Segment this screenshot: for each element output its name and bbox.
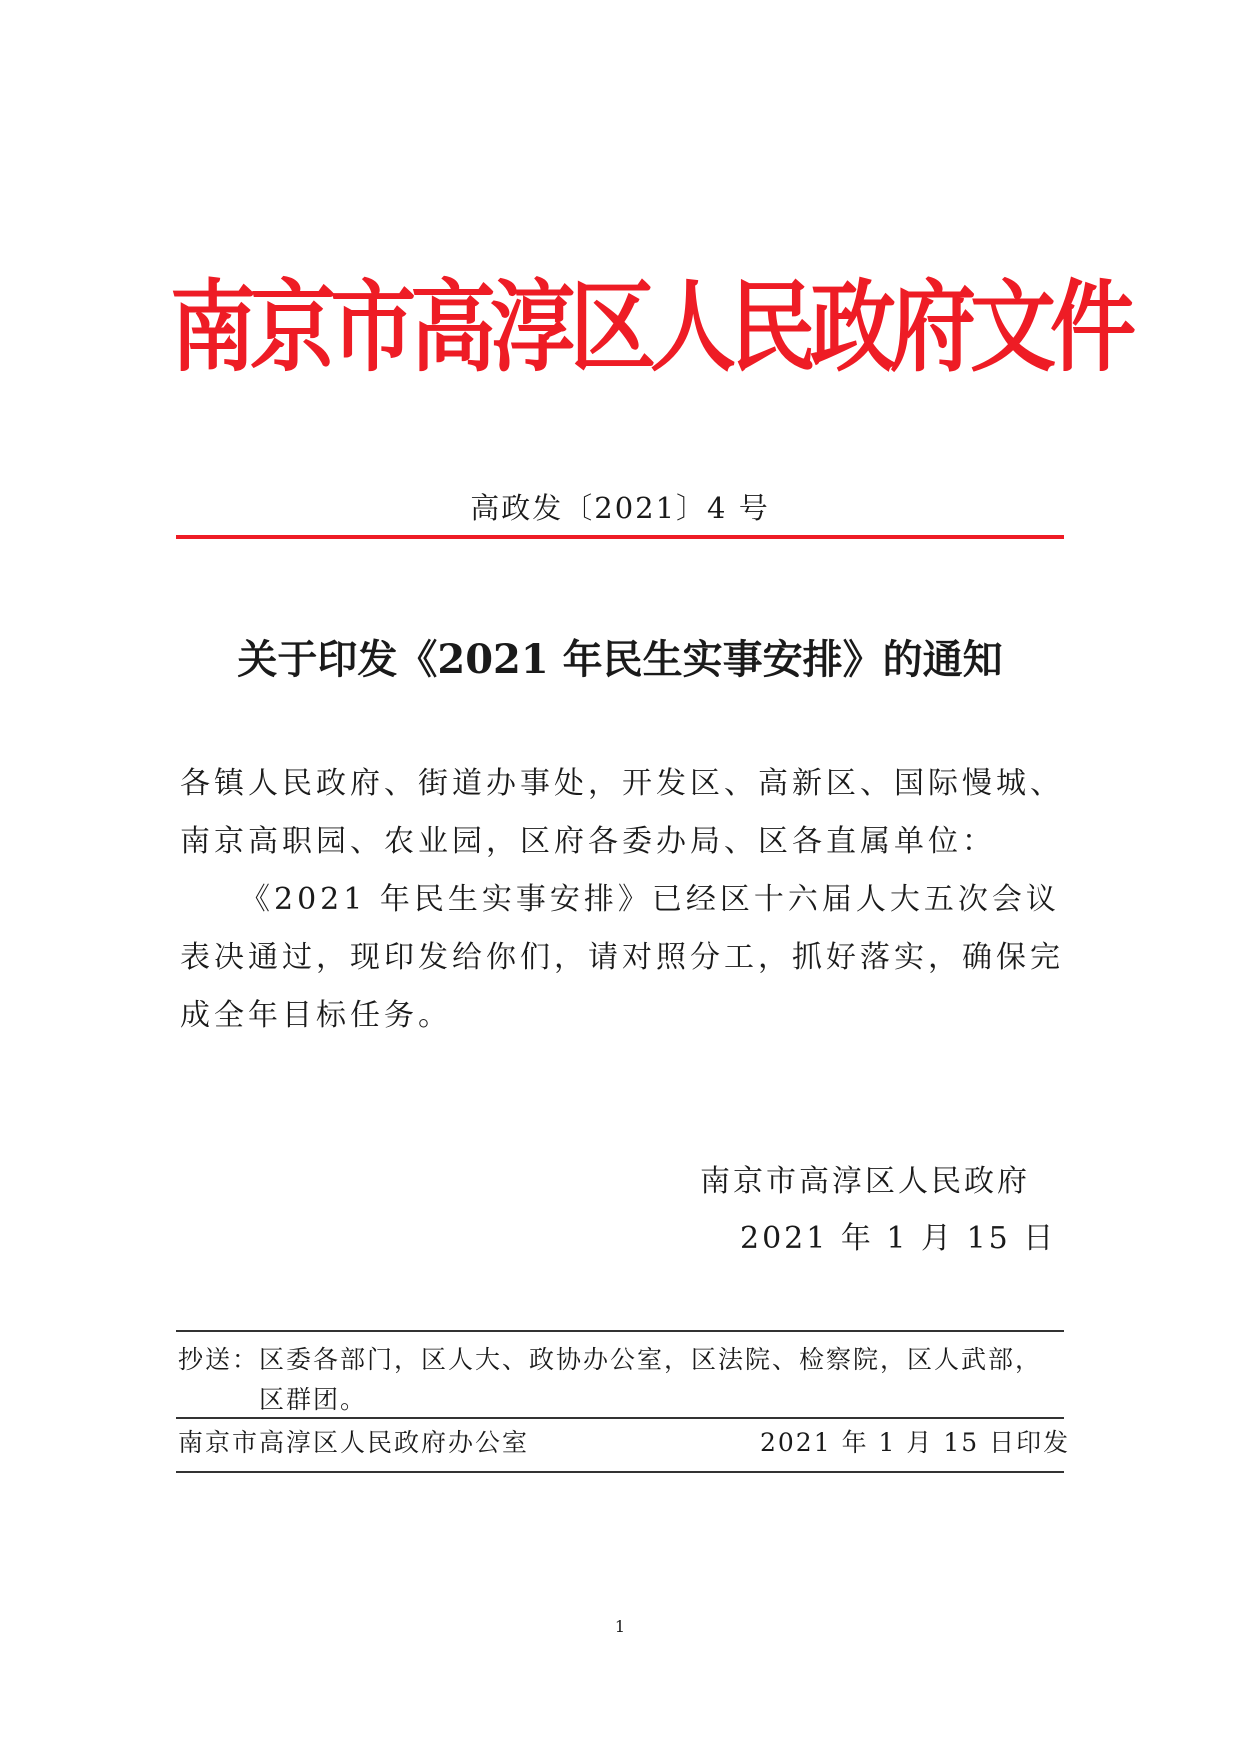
document-number: 高政发〔2021〕4 号	[470, 491, 770, 525]
footer-divider-bottom	[176, 1471, 1064, 1473]
cc-label: 抄送：	[178, 1345, 260, 1374]
cc-block	[178, 1340, 1068, 1420]
signature-date: 2021 年 1 月 15 日	[740, 1221, 1057, 1256]
addressees: 各镇人民政府、街道办事处，开发区、高新区、国际慢城、南京高职园、农业园，区府各委办局、区各直属单位：	[180, 766, 1064, 859]
notice-title: 关于印发《2021 年民生实事安排》的通知	[237, 636, 1003, 683]
page-number: 1	[614, 1617, 626, 1636]
notice-body	[180, 755, 1070, 1045]
masthead-title: 南京市高淳区人民政府文件	[170, 270, 1130, 386]
footer-divider-top	[176, 1330, 1064, 1332]
issuing-office: 南京市高淳区人民政府办公室	[178, 1428, 530, 1457]
body-paragraph: 《2021 年民生实事安排》已经区十六届人大五次会议表决通过，现印发给你们，请对照分工，抓好落实，确保完成全年目标任务。	[180, 882, 1064, 1033]
red-divider-line	[176, 535, 1064, 539]
footer-divider-middle	[176, 1417, 1064, 1419]
issue-date: 2021 年 1 月 15 日印发	[760, 1428, 1071, 1457]
cc-recipients: 区委各部门，区人大、政协办公室，区法院、检察院，区人武部，区群团。	[259, 1345, 1043, 1414]
signature-organization: 南京市高淳区人民政府	[700, 1164, 1030, 1199]
